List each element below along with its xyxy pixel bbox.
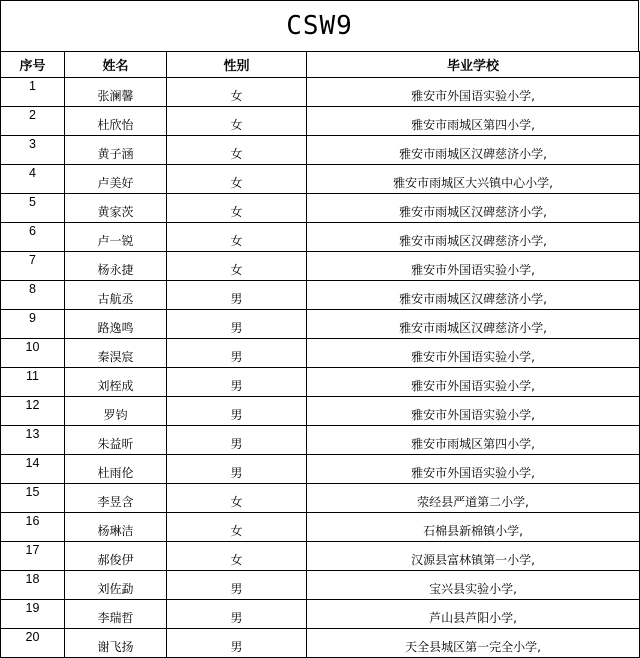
gender-cell[interactable]: 女 bbox=[167, 107, 307, 136]
school-cell[interactable]: 石棉县新棉镇小学, bbox=[307, 513, 640, 542]
gender-cell[interactable]: 男 bbox=[167, 281, 307, 310]
header-seq[interactable]: 序号 bbox=[1, 52, 65, 78]
name-cell[interactable]: 杜欣怡 bbox=[65, 107, 167, 136]
gender-cell[interactable]: 男 bbox=[167, 310, 307, 339]
gender-cell[interactable]: 女 bbox=[167, 513, 307, 542]
gender-cell[interactable]: 女 bbox=[167, 194, 307, 223]
school-cell[interactable]: 雅安市外国语实验小学, bbox=[307, 397, 640, 426]
school-cell[interactable]: 汉源县富林镇第一小学, bbox=[307, 542, 640, 571]
name-cell[interactable]: 路逸鸣 bbox=[65, 310, 167, 339]
gender-cell[interactable]: 男 bbox=[167, 571, 307, 600]
school-cell[interactable]: 雅安市雨城区汉碑慈济小学, bbox=[307, 281, 640, 310]
name-cell[interactable]: 杨永捷 bbox=[65, 252, 167, 281]
seq-cell[interactable]: 13 bbox=[1, 426, 65, 455]
seq-cell[interactable]: 19 bbox=[1, 600, 65, 629]
table-row bbox=[1, 136, 640, 165]
table-row bbox=[1, 194, 640, 223]
table-row bbox=[1, 542, 640, 571]
name-cell[interactable]: 黄家茨 bbox=[65, 194, 167, 223]
table-row bbox=[1, 165, 640, 194]
gender-cell[interactable]: 男 bbox=[167, 397, 307, 426]
school-cell[interactable]: 雅安市雨城区汉碑慈济小学, bbox=[307, 194, 640, 223]
table-row bbox=[1, 78, 640, 107]
gender-cell[interactable]: 男 bbox=[167, 339, 307, 368]
name-cell[interactable]: 黄子涵 bbox=[65, 136, 167, 165]
name-cell[interactable]: 刘桎成 bbox=[65, 368, 167, 397]
school-cell[interactable]: 雅安市雨城区汉碑慈济小学, bbox=[307, 223, 640, 252]
seq-cell[interactable]: 4 bbox=[1, 165, 65, 194]
seq-cell[interactable]: 16 bbox=[1, 513, 65, 542]
gender-cell[interactable]: 女 bbox=[167, 136, 307, 165]
seq-cell[interactable]: 2 bbox=[1, 107, 65, 136]
header-gender[interactable]: 性别 bbox=[167, 52, 307, 78]
school-cell[interactable]: 宝兴县实验小学, bbox=[307, 571, 640, 600]
seq-cell[interactable]: 18 bbox=[1, 571, 65, 600]
table-row bbox=[1, 397, 640, 426]
seq-cell[interactable]: 6 bbox=[1, 223, 65, 252]
school-cell[interactable]: 雅安市雨城区第四小学, bbox=[307, 107, 640, 136]
school-cell[interactable]: 荥经县严道第二小学, bbox=[307, 484, 640, 513]
school-cell[interactable]: 雅安市外国语实验小学, bbox=[307, 368, 640, 397]
table-row bbox=[1, 426, 640, 455]
title-cell[interactable] bbox=[0, 0, 639, 51]
seq-cell[interactable]: 7 bbox=[1, 252, 65, 281]
name-cell[interactable]: 卢一锐 bbox=[65, 223, 167, 252]
seq-cell[interactable]: 10 bbox=[1, 339, 65, 368]
seq-cell[interactable]: 12 bbox=[1, 397, 65, 426]
name-cell[interactable]: 秦淏宸 bbox=[65, 339, 167, 368]
school-cell[interactable]: 雅安市雨城区汉碑慈济小学, bbox=[307, 310, 640, 339]
school-cell[interactable]: 雅安市雨城区第四小学, bbox=[307, 426, 640, 455]
name-cell[interactable]: 刘佐勐 bbox=[65, 571, 167, 600]
table-row bbox=[1, 600, 640, 629]
name-cell[interactable]: 杨琳洁 bbox=[65, 513, 167, 542]
gender-cell[interactable]: 女 bbox=[167, 78, 307, 107]
seq-cell[interactable]: 14 bbox=[1, 455, 65, 484]
gender-cell[interactable]: 男 bbox=[167, 629, 307, 658]
table-row bbox=[1, 223, 640, 252]
gender-cell[interactable]: 女 bbox=[167, 542, 307, 571]
name-cell[interactable]: 朱益昕 bbox=[65, 426, 167, 455]
table-row bbox=[1, 281, 640, 310]
school-cell[interactable]: 天全县城区第一完全小学, bbox=[307, 629, 640, 658]
table-row bbox=[1, 310, 640, 339]
gender-cell[interactable]: 男 bbox=[167, 455, 307, 484]
table-row bbox=[1, 455, 640, 484]
table-body bbox=[1, 78, 640, 658]
seq-cell[interactable]: 20 bbox=[1, 629, 65, 658]
name-cell[interactable]: 李昱含 bbox=[65, 484, 167, 513]
school-cell[interactable]: 雅安市外国语实验小学, bbox=[307, 455, 640, 484]
table-row bbox=[1, 513, 640, 542]
name-cell[interactable]: 古航丞 bbox=[65, 281, 167, 310]
gender-cell[interactable]: 男 bbox=[167, 600, 307, 629]
table-row bbox=[1, 107, 640, 136]
seq-cell[interactable]: 3 bbox=[1, 136, 65, 165]
gender-cell[interactable]: 女 bbox=[167, 165, 307, 194]
seq-cell[interactable]: 9 bbox=[1, 310, 65, 339]
header-name[interactable]: 姓名 bbox=[65, 52, 167, 78]
name-cell[interactable]: 谢飞扬 bbox=[65, 629, 167, 658]
table-row bbox=[1, 252, 640, 281]
school-cell[interactable]: 雅安市外国语实验小学, bbox=[307, 339, 640, 368]
seq-cell[interactable]: 5 bbox=[1, 194, 65, 223]
name-cell[interactable]: 罗钧 bbox=[65, 397, 167, 426]
seq-cell[interactable]: 15 bbox=[1, 484, 65, 513]
name-cell[interactable]: 李瑞哲 bbox=[65, 600, 167, 629]
gender-cell[interactable]: 女 bbox=[167, 484, 307, 513]
table-row bbox=[1, 629, 640, 658]
gender-cell[interactable]: 男 bbox=[167, 426, 307, 455]
name-cell[interactable]: 卢美好 bbox=[65, 165, 167, 194]
school-cell[interactable]: 雅安市雨城区汉碑慈济小学, bbox=[307, 136, 640, 165]
school-cell[interactable]: 雅安市雨城区大兴镇中心小学, bbox=[307, 165, 640, 194]
sheet-title: CSW9 bbox=[286, 11, 353, 41]
school-cell[interactable]: 芦山县芦阳小学, bbox=[307, 600, 640, 629]
seq-cell[interactable]: 1 bbox=[1, 78, 65, 107]
table-row bbox=[1, 571, 640, 600]
gender-cell[interactable]: 女 bbox=[167, 223, 307, 252]
gender-cell[interactable]: 男 bbox=[167, 368, 307, 397]
header-school[interactable]: 毕业学校 bbox=[307, 52, 640, 78]
school-cell[interactable]: 雅安市外国语实验小学, bbox=[307, 252, 640, 281]
header-row bbox=[1, 52, 640, 78]
name-cell[interactable]: 郝俊伊 bbox=[65, 542, 167, 571]
table-row bbox=[1, 339, 640, 368]
name-cell[interactable]: 杜雨伦 bbox=[65, 455, 167, 484]
seq-cell[interactable]: 8 bbox=[1, 281, 65, 310]
gender-cell[interactable]: 女 bbox=[167, 252, 307, 281]
seq-cell[interactable]: 17 bbox=[1, 542, 65, 571]
table-row bbox=[1, 368, 640, 397]
seq-cell[interactable]: 11 bbox=[1, 368, 65, 397]
name-cell[interactable]: 张澜馨 bbox=[65, 78, 167, 107]
student-table bbox=[0, 51, 640, 658]
table-row bbox=[1, 484, 640, 513]
school-cell[interactable]: 雅安市外国语实验小学, bbox=[307, 78, 640, 107]
